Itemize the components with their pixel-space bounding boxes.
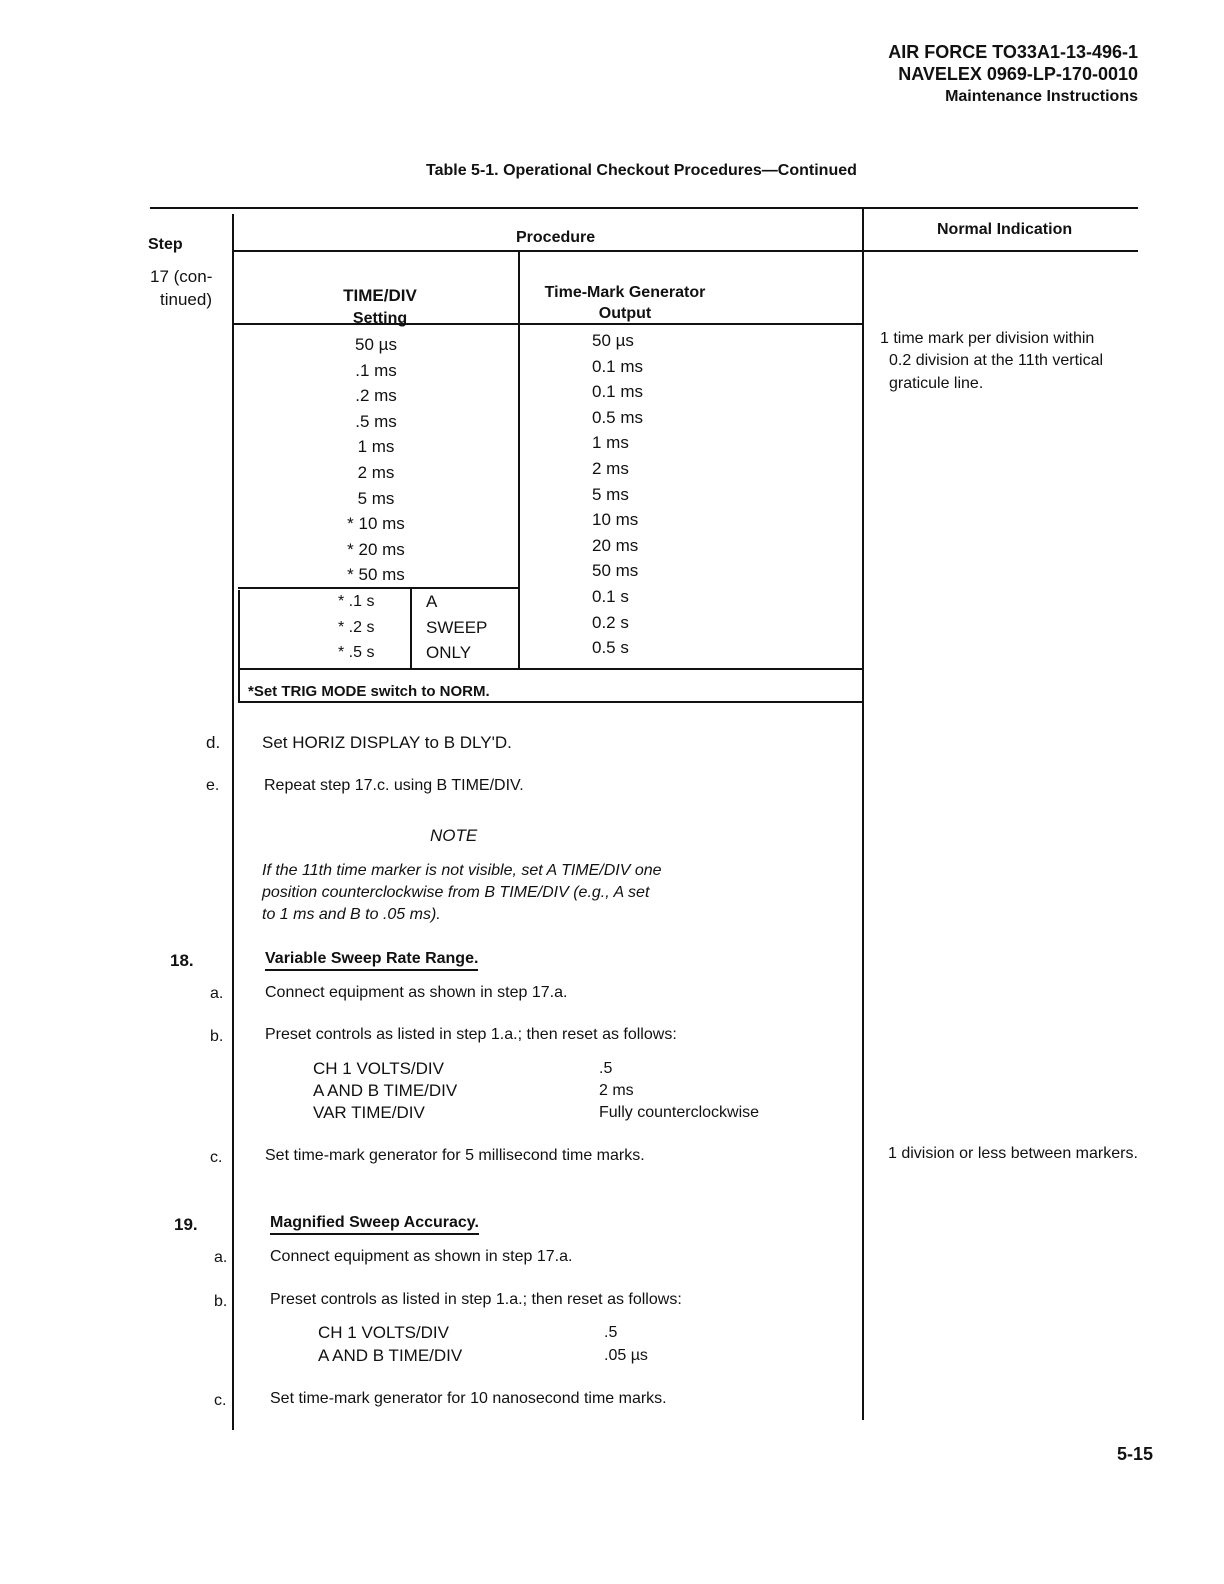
doc-id-navelex: NAVELEX 0969-LP-170-0010 [898, 64, 1138, 84]
step-17-label: 17 (con- [150, 267, 213, 286]
step-18b-text: Preset controls as listed in step 1.a.; then reset as follows: [265, 1026, 677, 1043]
list-item: 5 ms [357, 488, 395, 508]
step-19c-label: c. [214, 1392, 227, 1409]
control-value: .5 [599, 1060, 613, 1077]
page-number: 5-15 [1117, 1444, 1154, 1464]
step-17-indication-line-2: 0.2 division at the 11th vertical [889, 352, 1104, 369]
step-17d-text: Set HORIZ DISPLAY to B DLY'D. [262, 733, 512, 752]
step-18c-label: c. [210, 1149, 223, 1166]
control-value: .5 [604, 1324, 618, 1341]
subheader-time-mark-generator: Time-Mark Generator [544, 284, 706, 301]
step-19a-text: Connect equipment as shown in step 17.a. [270, 1248, 573, 1265]
list-item: .2 ms [355, 386, 397, 406]
list-item: 0.5 s [592, 638, 629, 658]
generator-outputs-list [592, 328, 643, 661]
list-item: 5 ms [592, 484, 629, 504]
list-item: 0.1 s [592, 586, 629, 606]
subheader-setting: Setting [352, 310, 408, 327]
list-item: 0.2 s [592, 612, 629, 632]
subheader-timediv: TIME/DIV [343, 286, 417, 305]
step-18-title [265, 950, 478, 968]
list-item: 20 ms [592, 535, 639, 555]
step-19-number: 19. [174, 1215, 198, 1234]
note-line-3: to 1 ms and B to .05 ms). [262, 906, 441, 923]
step-19-title-text: Magnified Sweep Accuracy. [270, 1214, 479, 1235]
step-18a-label: a. [210, 985, 224, 1002]
list-item: 50 µs [592, 331, 634, 350]
column-header-step: Step [148, 236, 183, 253]
step-19-title [270, 1214, 479, 1232]
list-item: 50 µs [355, 335, 397, 354]
control-value: Fully counterclockwise [599, 1104, 760, 1121]
step-18a-text: Connect equipment as shown in step 17.a. [265, 984, 568, 1001]
subheader-output: Output [598, 305, 652, 322]
step-17e-text: Repeat step 17.c. using B TIME/DIV. [264, 777, 524, 794]
control-name: VAR TIME/DIV [313, 1103, 425, 1122]
list-item: A [426, 592, 438, 611]
step-17-indication-line-3: graticule line. [889, 375, 984, 392]
list-item: 0.5 ms [592, 407, 644, 427]
list-item: * 50 ms [347, 565, 405, 585]
control-name: CH 1 VOLTS/DIV [313, 1059, 444, 1078]
control-value: .05 µs [604, 1347, 648, 1364]
list-item: ONLY [426, 643, 472, 663]
note-line-1: If the 11th time marker is not visible, set A TIME/DIV one [262, 862, 662, 879]
table-title: Table 5-1. Operational Checkout Procedures—Continued [426, 162, 857, 179]
step-18-number: 18. [170, 951, 194, 970]
list-item: * .1 s [338, 593, 375, 610]
step-18b-label: b. [210, 1028, 224, 1045]
sweep-settings-list [338, 589, 374, 666]
list-item: * .5 s [338, 644, 375, 662]
control-name: A AND B TIME/DIV [313, 1081, 458, 1100]
trig-mode-footnote: *Set TRIG MODE switch to NORM. [248, 683, 490, 700]
list-item: * 10 ms [347, 514, 405, 534]
step-17d-label: d. [206, 733, 221, 752]
step-18c-indication: 1 division or less between markers. [888, 1145, 1138, 1162]
list-item: * .2 s [338, 618, 375, 636]
list-item: .5 ms [355, 411, 397, 431]
note-title: NOTE [430, 826, 478, 845]
list-item: 10 ms [592, 510, 639, 530]
step-18-title-text: Variable Sweep Rate Range. [265, 950, 478, 971]
list-item: 0.1 ms [592, 382, 644, 402]
step-19c-text: Set time-mark generator for 10 nanosecond time marks. [270, 1390, 667, 1407]
control-value: 2 ms [599, 1082, 634, 1099]
timediv-settings-list [316, 332, 436, 588]
doc-section: Maintenance Instructions [945, 88, 1138, 105]
column-header-normal-indication: Normal Indication [937, 221, 1073, 238]
control-name: A AND B TIME/DIV [318, 1346, 463, 1365]
list-item: 2 ms [357, 462, 395, 482]
control-name: CH 1 VOLTS/DIV [318, 1323, 449, 1342]
list-item: 2 ms [592, 458, 629, 478]
list-item: 1 ms [357, 437, 395, 457]
step-19b-label: b. [214, 1293, 228, 1310]
list-item: .1 ms [355, 360, 397, 380]
list-item: * 20 ms [347, 539, 405, 559]
list-item: 1 ms [592, 433, 629, 453]
step-17e-label: e. [206, 777, 220, 794]
step-19b-text: Preset controls as listed in step 1.a.; then reset as follows: [270, 1291, 682, 1308]
list-item: SWEEP [426, 617, 488, 637]
step-17-label-cont: tinued) [160, 290, 212, 309]
sweep-only-note [426, 589, 487, 666]
doc-id-air-force: AIR FORCE TO33A1-13-496-1 [888, 42, 1138, 62]
step-18c-text: Set time-mark generator for 5 millisecond time marks. [265, 1147, 645, 1164]
list-item: 50 ms [592, 561, 639, 581]
column-header-procedure: Procedure [516, 229, 596, 246]
list-item: 0.1 ms [592, 356, 644, 376]
step-17-indication-line-1: 1 time mark per division within [880, 330, 1095, 347]
note-line-2: position counterclockwise from B TIME/DIV (e.g., A set [262, 884, 650, 901]
step-19a-label: a. [214, 1249, 228, 1266]
